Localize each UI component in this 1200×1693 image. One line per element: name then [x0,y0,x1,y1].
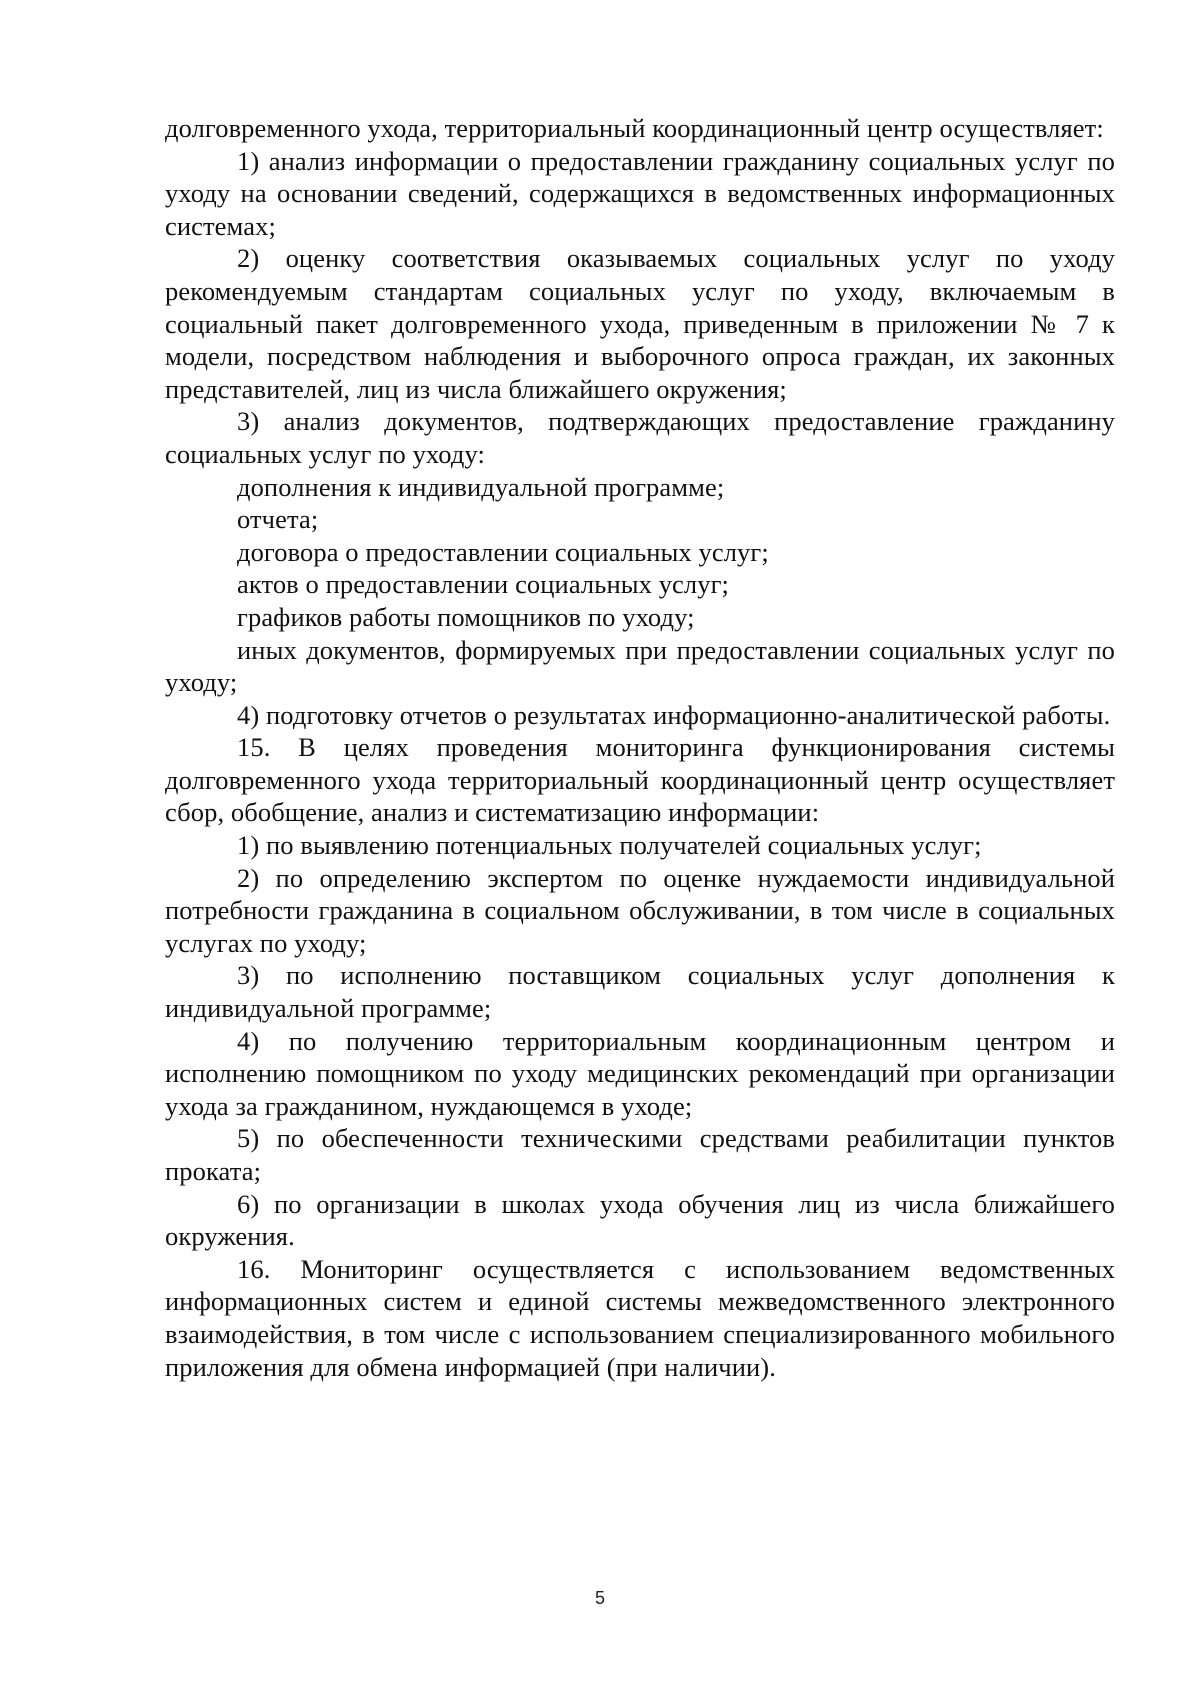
sub-item-other-documents: иных документов, формируемых при предоставлении социальных услуг по уходу; [165,634,1115,698]
section-15-item-3: 3) по исполнению поставщиком социальных услуг дополнения к индивидуальной программе; [165,960,1115,1024]
list-item-4: 4) подготовку отчетов о результатах информационно-аналитической работы. [237,699,1111,730]
section-15-item-2: 2) по определению экспертом по оценке нуждаемости индивидуальной потребности гражданина в социальном обслуживании, в том числе в социальных услугах по уходу; [165,862,1115,958]
section-15-item-4: 4) по получению территориальным координационным центром и исполнению помощником по уходу медицинских рекомендаций при организации ухода за гражданином, нуждающемся в уходе; [165,1025,1115,1121]
sub-item-contract: договора о предоставлении социальных услуг; [237,536,769,567]
sub-item-supplement: дополнения к индивидуальной программе; [237,471,725,502]
section-15-item-1: 1) по выявлению потенциальных получателей социальных услуг; [237,830,982,861]
list-item-1: 1) анализ информации о предоставлении гражданину социальных услуг по уходу на основании сведений, содержащихся в ведомственных информационных системах; [165,145,1115,241]
document-body [165,112,1115,1383]
sub-item-acts: актов о предоставлении социальных услуг; [237,569,730,600]
section-15-item-5: 5) по обеспеченности техническими средствами реабилитации пунктов проката; [165,1123,1115,1186]
section-15: 15. В целях проведения мониторинга функционирования системы долговременного ухода территориальный координационный центр осуществляет сбор, обобщение, анализ и систематизацию информации: [165,732,1115,828]
section-15-item-6: 6) по организации в школах ухода обучения лиц из числа ближайшего окружения. [165,1188,1115,1252]
page-number: 5 [594,1588,605,1608]
list-item-2: 2) оценку соответствия оказываемых социальных услуг по уходу рекомендуемым стандартам социальных услуг по уходу, включаемым в социальный пакет долговременного ухода, приведенным в приложении № 7 к модели, посредством наблюдения и выборочного опроса граждан, их законных представителей, лиц из числа ближайшего окружения; [165,243,1115,404]
section-16: 16. Мониторинг осуществляется с использованием ведомственных информационных систем и единой системы межведомственного электронного взаимодействия, в том числе с использованием специализированного мобильного приложения для обмена информацией (при наличии). [165,1253,1115,1382]
sub-item-schedules: графиков работы помощников по уходу; [237,601,695,632]
list-item-3: 3) анализ документов, подтверждающих предоставление гражданину социальных услуг по уходу: [165,406,1115,469]
sub-item-report: отчета; [237,504,319,535]
paragraph-continuation: долговременного ухода, территориальный координационный центр осуществляет: [165,113,1104,143]
